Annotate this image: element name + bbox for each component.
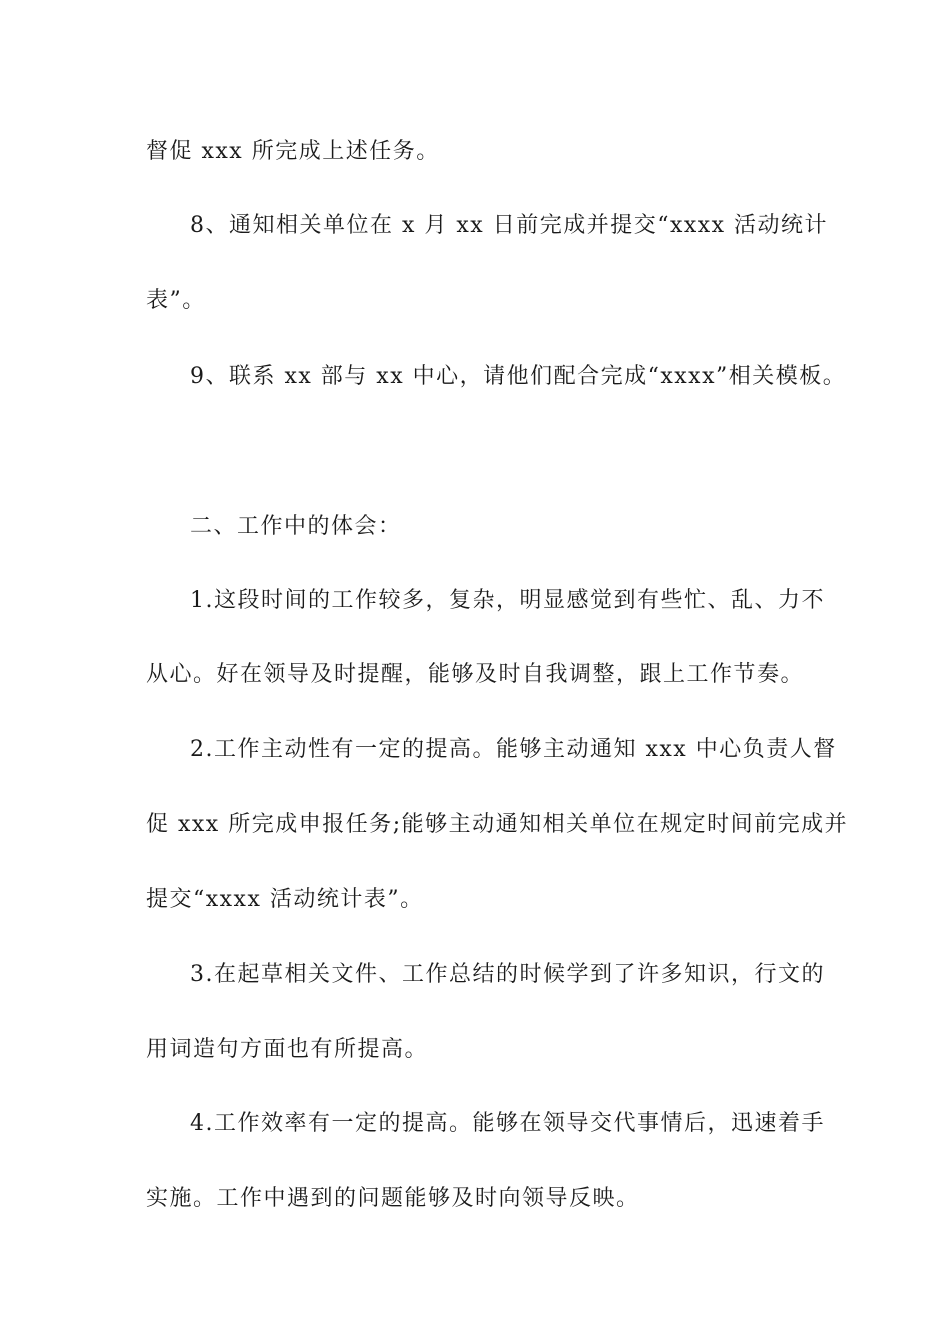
paragraph-line: 促 xxx 所完成申报任务;能够主动通知相关单位在规定时间前完成并 xyxy=(146,812,849,837)
paragraph-line: 提交“xxxx 活动统计表”。 xyxy=(146,887,424,912)
section-heading: 二、工作中的体会： xyxy=(190,514,402,539)
paragraph-line: 从心。好在领导及时提醒，能够及时自我调整，跟上工作节奏。 xyxy=(146,662,805,687)
paragraph-line: 2.工作主动性有一定的提高。能够主动通知 xxx 中心负责人督 xyxy=(190,737,837,762)
paragraph-line: 3.在起草相关文件、工作总结的时候学到了许多知识，行文的 xyxy=(190,962,825,987)
paragraph-line: 1.这段时间的工作较多，复杂，明显感觉到有些忙、乱、力不 xyxy=(190,588,825,613)
paragraph-line: 督促 xxx 所完成上述任务。 xyxy=(146,139,440,164)
paragraph-line: 8、通知相关单位在 x 月 xx 日前完成并提交“xxxx 活动统计 xyxy=(190,213,829,238)
paragraph-line: 9、联系 xx 部与 xx 中心，请他们配合完成“xxxx”相关模板。 xyxy=(190,364,847,389)
paragraph-line: 4.工作效率有一定的提高。能够在领导交代事情后，迅速着手 xyxy=(190,1111,825,1136)
paragraph-line: 用词造句方面也有所提高。 xyxy=(146,1037,429,1062)
paragraph-line: 实施。工作中遇到的问题能够及时向领导反映。 xyxy=(146,1186,640,1211)
paragraph-line: 表”。 xyxy=(146,288,206,313)
